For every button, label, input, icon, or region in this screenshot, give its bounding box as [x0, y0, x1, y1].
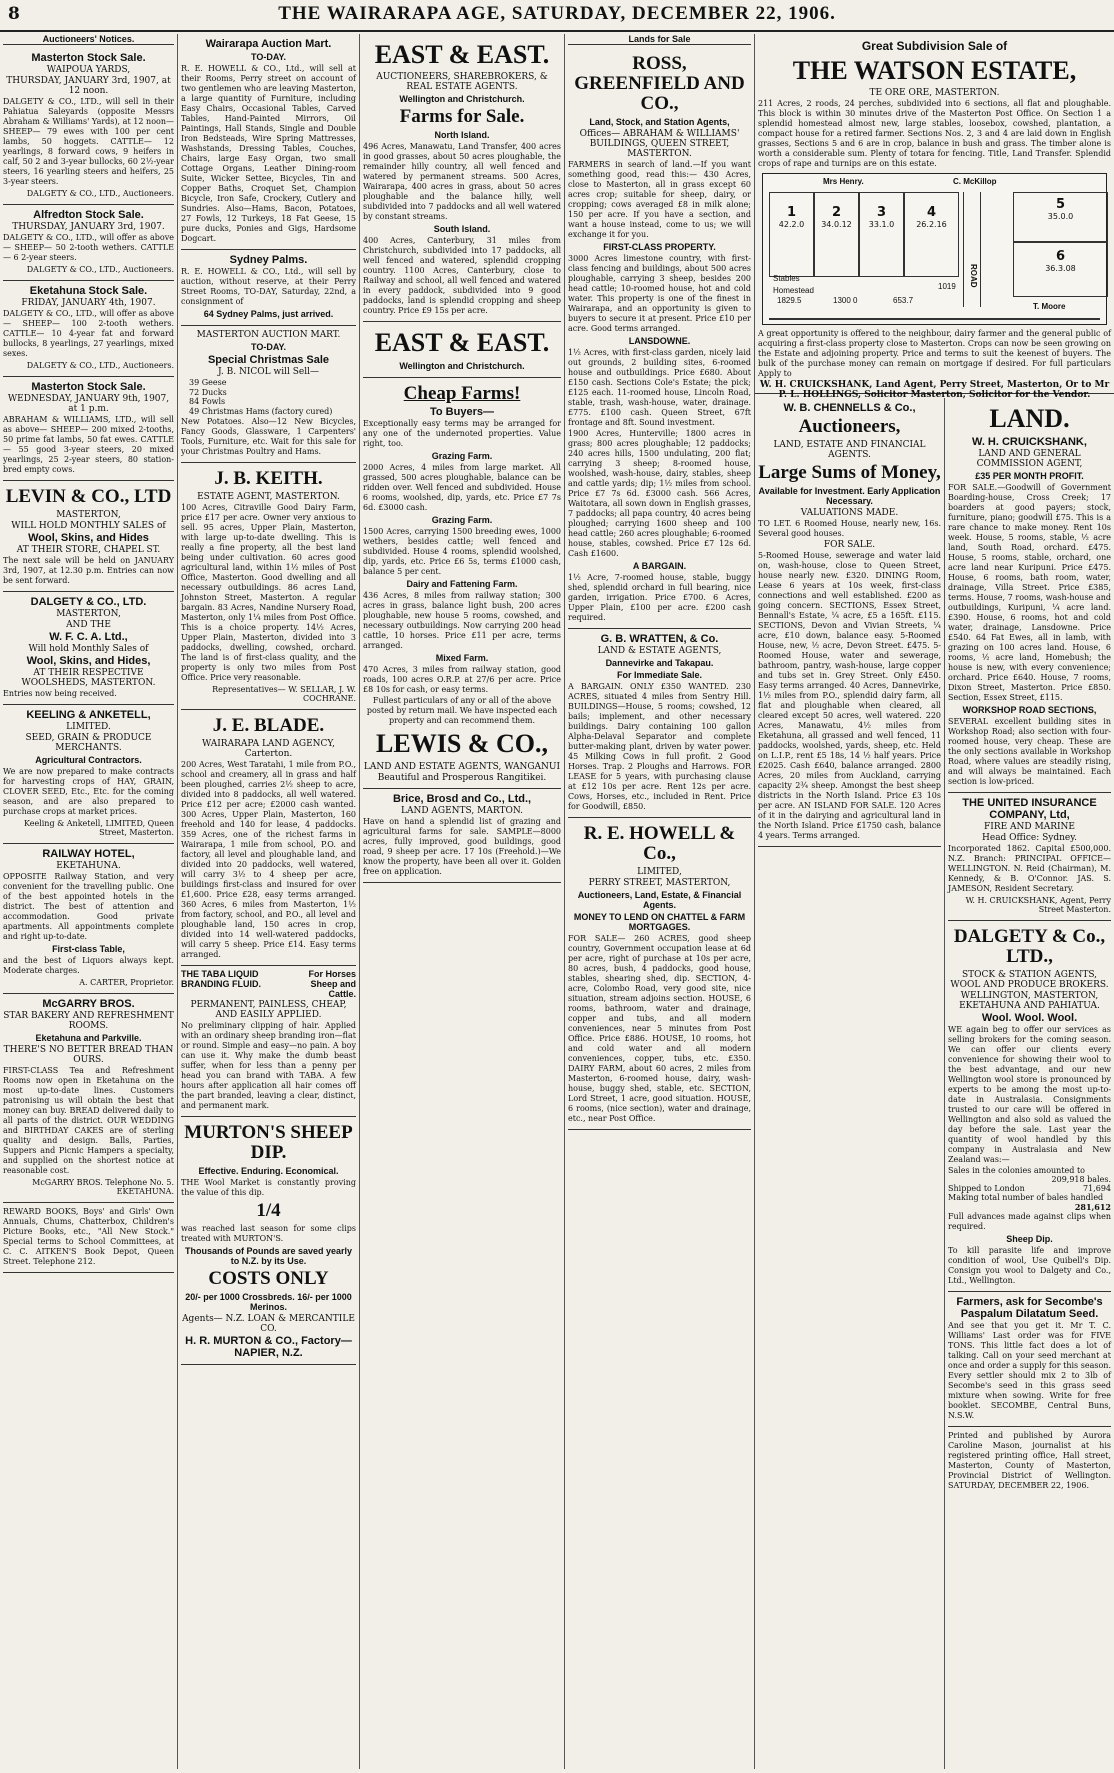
lot-number: 5: [1055, 197, 1066, 213]
ad-rates: 20/- per 1000 Crossbreds. 16/- per 1000 Merinos.: [185, 1292, 352, 1312]
ad-heading: Sheep Dip.: [1006, 1234, 1053, 1245]
ad-body: 436 Acres, 8 miles from railway station; 300 acres in grass, balance light bush, 200 acres ploughable, new house 5 rooms, cowshed, and necessary outbuildings. Now carrying 200 head cattle, 10 horses. Price £11 per acre, terms arranged.: [363, 591, 561, 651]
ad-body: FIRST-CLASS Tea and Refreshment Rooms now open in Eketahuna on the most up-to-date lines. Customers patronising us will obtain the best that money can buy. BREAD delivered daily to all parts of the district. OUR WEDDING and BIRTHDAY CAKES are of sterling quality and design. Balls, Parties, Suppers and Picnic Hampers a specialty, and supplied on the shortest notice at reasonable cost.: [3, 1065, 174, 1175]
ad-body: R. E. HOWELL & CO., Ltd., will sell by auction, without reserve, at their Perry Street Rooms, TO-DAY, Saturday, 22nd, a consignment of: [181, 267, 356, 306]
road-strip: [963, 192, 981, 307]
eketahuna-stock-sale-ad: [3, 281, 174, 377]
ad-body: Entries now being received.: [3, 688, 117, 698]
ad-heading: Thousands of Pounds are saved yearly to N.Z. by its Use.: [184, 1246, 353, 1267]
ad-place: WAIPOUA YARDS,: [46, 65, 131, 75]
ad-subtitle: FIRE AND MARINE: [984, 822, 1075, 833]
ad-title: EAST & EAST.: [374, 40, 550, 69]
ad-title: LEVIN & CO., LTD: [5, 486, 172, 507]
newspaper-title: THE WAIRARAPA AGE, SATURDAY, DECEMBER 22, 1906.: [278, 3, 836, 24]
ad-body: FARMERS in search of land.—If you want something good, read this:— 430 Acres, close to Masterton, all in grass except 60 acres crop; suitable for sheep, dairy, or cropping; cows averaged £8 in milk alone; 150 per acre. If you have a section, and want a house instead, come to us; we will exchange it for you.: [568, 159, 751, 239]
ad-body: A BARGAIN. ONLY £350 WANTED. 230 ACRES, situated 4 miles from Sentry Hill. BUILDINGS—House, 5 rooms; cowshed, 12 bails; implement, and other necessary buildings. Dairy containing 100 gallon Alpha-Delaval Separator and complete butter-making plant, driven by water power. 45 Milking Cows in full profit. 2 Good Horses. Trap. 2 Ploughs and Harrows. FOR LEASE for 5 years, with purchasing clause at £12 10s per acre. Rent 12s per acre. Cows, Horses, etc., included in Rent. Price for Goodwill, £850.: [568, 681, 751, 811]
ad-body: 2000 Acres, 4 miles from large market. All grassed, 500 acres ploughable, balance can be ridden over. Well fenced and subdivided. House 6 rooms, woolshed, dip, yards, etc. Price £7 7s 6d. £3000 cash.: [363, 463, 561, 513]
ad-signature: W. H. CRUICKSHANK, Agent, Perry Street Masterton.: [965, 896, 1111, 915]
masterton-stock-sale-ad: [3, 48, 174, 205]
ad-body: Exceptionally easy terms may be arranged for any one of the undernoted properties. Value right, too.: [363, 419, 561, 449]
ad-signature: Representatives— W. SELLAR, J. W. COCHRANE.: [212, 685, 356, 704]
ad-subtitle: STOCK & STATION AGENTS, WOOL AND PRODUCE BROKERS.: [950, 970, 1109, 991]
lot-area: 42.2.0: [778, 220, 805, 230]
ad-trade: LAND, ESTATE AND FINANCIAL AGENTS.: [773, 439, 926, 460]
ad-body: We are now prepared to make contracts for harvesting crops of HAY, GRAIN, CLOVER SEED, Etc., Etc. for the coming season, and are also prepared to purchase crops at market prices.: [3, 766, 174, 816]
ad-agents: Agents— N.Z. LOAN & MERCANTILE CO.: [182, 1314, 355, 1334]
ad-signature: McGARRY BROS. Telephone No. 5. EKETAHUNA.: [32, 1177, 174, 1196]
ad-subtitle: THERE'S NO BETTER BREAD THAN OURS.: [3, 1044, 174, 1065]
ad-signature-sub: LAND AND ESTATE AGENTS, WANGANUI: [363, 761, 561, 772]
ad-title: G. B. WRATTEN, & Co.: [600, 632, 719, 645]
ad-title: KEELING & ANKETELL,: [26, 708, 151, 721]
ad-place: WELLINGTON, MASTERTON, EKETAHUNA AND PAHIATUA.: [959, 991, 1100, 1012]
ad-trade: SEED, GRAIN & PRODUCE MERCHANTS.: [25, 732, 152, 753]
sydney-palms-ad: [181, 250, 356, 326]
cheap-farms-ad: [363, 378, 561, 789]
ad-title: J. E. BLADE.: [212, 715, 325, 737]
column-6: [945, 398, 1114, 1769]
ad-section: South Island.: [433, 224, 491, 235]
wool-stats-row: [948, 1166, 1111, 1185]
ad-title: ROSS, GREENFIELD AND CO.,: [574, 53, 745, 114]
howell-co-ad: [568, 818, 751, 1130]
ad-subtitle: AUCTIONEERS, SHAREBROKERS, & REAL ESTATE AGENTS.: [376, 72, 548, 93]
ad-section: Grazing Farm.: [431, 515, 493, 526]
lot-area: 34.0.12: [821, 220, 852, 230]
ad-signature: W. H. CRUICKSHANK, Land Agent, Perry Street, Masterton, Or to Mr P. L. HOLLINGS, Solicitor Masterton, Solicitor for the Vendor.: [759, 380, 1110, 401]
lot-number: 6: [1055, 249, 1066, 265]
dalgety-wfca-ad: [3, 592, 174, 705]
ad-heading: 64 Sydney Palms, just arrived.: [203, 309, 334, 319]
lot-area: 26.2.16: [916, 220, 947, 230]
ad-body: 1½ Acres, with first-class garden, nicely laid out grounds, 2 building sites, 6-roomed house and outbuildings. Price £680. About £150 cash. Sections Cole's Estate; the pick; £125 each. 11-roomed house, Lincoln Road, stable, trash, wash-house, water, drainage. £775. £100 cash. Queen Street, 67ft frontage and 8ft. Sound investment.: [568, 347, 751, 427]
ad-heading: Special Christmas Sale: [207, 354, 330, 366]
ad-place: Dannevirke and Takapau.: [605, 657, 714, 668]
ad-title: Cheap Farms!: [403, 382, 521, 404]
ad-place: Wellington and Christchurch.: [399, 360, 525, 371]
lot-area: 33.1.0: [868, 220, 895, 230]
ad-body: No preliminary clipping of hair. Applied with an ordinary sheep branding iron—flat or round. Simple and easy—no pain. A boy can use it. Why make the dumb beast suffer, when for less than a penny per head you can brand with TABA. A few hours after application all hair comes off the part branded, leaving a clear, distinct, and permanent mark.: [181, 1021, 356, 1111]
ross-greenfield-ad: [568, 48, 751, 629]
blade-land-agency-ad: [181, 710, 356, 966]
ad-title: Farmers, ask for Secombe's Paspalum Dilatatum Seed.: [956, 1296, 1103, 1321]
lot-area: 35.0.0: [1047, 212, 1074, 222]
ad-heading: Auctioneers, Land, Estate, & Financial Agents.: [577, 889, 742, 910]
keith-estate-agent-ad: [181, 463, 356, 710]
ad-subtitle: PERMANENT, PAINLESS, CHEAP, AND EASILY APPLIED.: [190, 1000, 347, 1021]
ad-footer: A great opportunity is offered to the neighbour, dairy farmer and the general public of acquiring a first-class property close to Masterton. Crops can now be seen growing on the Estate and adjoining property. Price and terms to suit the keenest of buyers. The bulk of the purchase money can remain on mortgage if desired. For full particulars Apply to: [758, 329, 1111, 379]
column-5: [755, 398, 945, 1769]
ad-body: 1500 Acres, carrying 1500 breeding ewes, 1000 wethers, besides cattle; well fenced and subdivided. House 4 rooms, splendid woolshed, dip, yards, etc. Price £6 5s, terms £1000 cash, balance 5 per cent.: [363, 527, 561, 577]
ad-title: MURTON'S SHEEP DIP.: [184, 1122, 353, 1164]
ad-body: New Potatoes. Also—12 New Bicycles, Fancy Goods, Glassware, 1 Carpenters' Tools, Furniture, etc. Wait for this sale for your Christmas Poultry and Hams.: [181, 417, 356, 457]
ad-body: To kill parasite life and improve condition of wool, Use Quibell's Dip. Consign you wool to Dalgety and Co., Ltd., Wellington.: [948, 1246, 1111, 1286]
taba-branding-fluid-ad: [181, 966, 356, 1117]
road-line: [769, 318, 1100, 320]
stat-label: Sales in the colonies amounted to: [948, 1166, 1085, 1176]
ad-heading: £35 PER MONTH PROFIT.: [975, 471, 1084, 482]
ad-title: Eketahuna Stock Sale.: [29, 285, 148, 297]
ad-note: Fullest particulars of any or all of the above posted by return mail. We have inspected each property and can recommend them.: [366, 696, 558, 726]
lot-5: [1013, 192, 1108, 242]
ad-body: The next sale will be held on JANUARY 3rd, 1907, at 12.30 p.m. Entries can now be sent forward.: [3, 555, 174, 585]
ad-cost: COSTS ONLY: [208, 1268, 329, 1290]
ad-subtitle: TO-DAY.: [250, 52, 286, 62]
stat-label: Shipped to London: [948, 1184, 1025, 1194]
ad-body: R. E. HOWELL & CO., Ltd., will sell at their Rooms, Perry street on account of two gentlemen who are leaving Masterton, a large quantity of Furniture, including Easy Chairs, Occasional Tables, Carved Tables, Hand-Painted Mirrors, Oil Paintings, Hall Stands, Single and Double Iron Bedsteads, Wire Spring Mattresses, Washstands, Dressing Tables, Couches, Chairs, large Easy Organ, two small Cottage Organs, Leather Dining-room Suite, Wicker Settee, Bicycles, Tin and Copper Baths, Croquet Set, Champion Bicycle, Iron Safe, Crockery, Cutlery and Sundries. Also—Hams, Bacon, Potatoes, 27 Fowls, 12 Turkeys, 18 Fat Geese, 15 pure ducks, Ponies and Gigs, Hardsome Dogcart.: [181, 64, 356, 243]
ad-body: DALGETY & CO., LTD., will offer as above— SHEEP— 50 2-tooth wethers. CATTLE— 6 2-year steers.: [3, 233, 174, 262]
column-3: [360, 34, 565, 1769]
ad-heading: Agricultural Contractors.: [35, 754, 142, 765]
ad-body: TO LET. 6 Roomed House, nearly new, 16s. Several good houses.: [758, 518, 941, 538]
lot-6: [1013, 242, 1108, 297]
ad-title: RAILWAY HOTEL,: [42, 847, 135, 860]
stat-value: 71,694: [1083, 1184, 1111, 1194]
ad-header-row: [181, 969, 356, 999]
ad-heading: LANSDOWNE.: [628, 335, 691, 346]
ad-valuations: VALUATIONS MADE.: [800, 507, 899, 518]
ad-subtitle: LAND & ESTATE AGENTS,: [597, 645, 722, 656]
plan-measure: 1300 0: [833, 296, 858, 306]
ad-subtitle: ESTATE AGENT, MASTERTON.: [197, 492, 340, 503]
ad-signature: Keeling & Anketell, LIMITED, Queen Street, Masterton.: [23, 818, 174, 837]
ad-body: WE again beg to offer our services as selling brokers for the coming season. We can offer our clients every convenience for showing their wool to the best advantage, and our new Wellington wool store is pronounced by experts to be among the most up-to-date in Australasia. Consignments trusted to our care will be offered in Wellington and also sold as valued the day before the sale. Last year the quantity of wool handled by this company in Australasia and New Zealand was:—: [948, 1025, 1111, 1165]
masterton-stock-sale-2-ad: [3, 377, 174, 481]
ad-body: ABRAHAM & WILLIAMS, LTD., will sell as above— SHEEP— 200 mixed 2-tooths, 50 prime fat lambs, 50 fat ewes. CATTLE— 55 good 3-year steers, 20 mixed yearlings, 25 2-year steers, 80 station-bred empty cows.: [3, 415, 174, 474]
ad-subtitle: WAIRARAPA LAND AGENCY, Carterton.: [201, 739, 336, 760]
ad-title: R. E. HOWELL & Co.,: [583, 822, 736, 864]
ad-body-2: and the best of Liquors always kept. Moderate charges.: [3, 955, 174, 975]
ad-title: EAST & EAST.: [374, 328, 550, 358]
ad-section: North Island.: [434, 130, 490, 141]
ad-subheading: Available for Investment. Early Application Necessary.: [758, 485, 941, 506]
ad-subtitle: TO-DAY.: [250, 342, 286, 352]
ad-subtitle: LIMITED,: [637, 866, 682, 877]
ad-body: 470 Acres, 3 miles from railway station, good roads, 100 acres O.R.P. at 27/6 per acre. Price £8 10s for cash, or easy terms.: [363, 665, 561, 695]
ad-title: Sydney Palms.: [229, 254, 308, 266]
ad-body: 211 Acres, 2 roods, 24 perches, subdivided into 6 sections, all flat and ploughable. This block is within 30 minutes drive of the Masterton Post Office. On Section 1 a splendid homestead almost new, large stables, loosebox, cowshed, plantation, a compact house for a retired farmer. Sections Nos. 2, 3 and 4 are laid down in English grasses, Sections 5 and 6 are in crop, balance in bush and grass. The timber alone is worth a considerable sum. Plenty of totara for fencing. Title, Land Transfer. Splendid crops of rape and turnips are on this estate.: [758, 99, 1111, 169]
ad-for-sale: FOR SALE.: [823, 539, 876, 550]
ad-heading: Head Office: Sydney.: [982, 833, 1077, 844]
ad-place: EKETAHUNA.: [56, 860, 121, 871]
ad-section: Dairy and Fattening Farm.: [406, 579, 518, 590]
ad-body: 100 Acres, Citraville Good Dairy Farm, price £17 per acre. Owner very anxious to sell. 95 acres, Upper Plain, Masterton, with large up-to-date dwelling. This is really a fine property, all the best land being under cultivation. 60 acres good agricultural land, within 1½ miles of Post Office, Masterton. Good dwelling and all necessary outbuildings. 86 acres Land, Johnston Street, Masterton. A regular bargain. 83 Acres, Nandine Nursery Road, Masterton, only 1¼ miles from Post Office. This is a choice property. 14½ Acres, Upper Plain, Masterton, divided into 3 paddocks, dwelling, cowshed, orchard. The land is of first-class quality, and the property is only two miles from Post Office. Price very reasonable.: [181, 503, 356, 683]
ad-price: 1/4: [256, 1200, 281, 1222]
ad-title-right: For Horses Sheep and Cattle.: [308, 969, 356, 1000]
stat-value: 281,612: [1074, 1202, 1111, 1213]
ad-title: THE UNITED INSURANCE COMPANY, Ltd,: [962, 797, 1097, 822]
ad-body: REWARD BOOKS, Boys' and Girls' Own Annuals, Chums, Chatterbox, Children's Picture Books, etc., "All New Stock." Special terms to School Committees, at C. C. AITKEN'S Book Depot, Queen Street. Telephone 212.: [3, 1206, 174, 1266]
owner-label: C. McKillop: [953, 177, 997, 187]
ad-body: 400 Acres, Canterbury, 31 miles from Christchurch, subdivided into 17 paddocks, all well fenced and watered, splendid cropping country. 1100 Acres, Canterbury, close to Railway and school, all well fenced and watered in every paddock, subdivided into 9 good paddocks, land is splendid cropping and sheep country. Price £9 15s per acre.: [363, 236, 561, 316]
ad-body: And see that you get it. Mr T. C. Williams' Last order was for FIVE TONS. This little fact does a lot of talking. Call on your seed merchant at once and order a supply for this season. Every settler should mix 2 to 3lb of Secombe's seed in this grass seed mixture when sowing. Write for free booklet. SECOMBE, Central Buns, N.S.W.: [948, 1321, 1111, 1421]
wool-stats-row: [948, 1193, 1111, 1213]
ad-signature: A. CARTER, Proprietor.: [79, 977, 174, 987]
ad-signature: H. R. MURTON & CO., Factory—NAPIER, N.Z.: [185, 1335, 352, 1359]
masthead: [0, 0, 1114, 32]
ad-heading: First-class Table,: [52, 943, 125, 954]
ad-body: THE Wool Market is constantly proving the value of this dip.: [181, 1178, 356, 1198]
ad-goods: Wool, Skins, and Hides: [28, 531, 149, 544]
chennells-co-ad: [758, 398, 941, 847]
murtons-sheep-dip-ad: [181, 1117, 356, 1365]
ad-loan: MONEY TO LEND ON CHATTEL & FARM MORTGAGES.: [573, 911, 746, 932]
ad-body: 3000 Acres limestone country, with first-class fencing and buildings, about 500 acres ploughable, carrying 3 sheep, besides 200 head cattle; 10-roomed house, hot and cold water. This property is one of the finest in Wairarapa, and an opportunity is given to buyers to secure it at present. Price £10 per acre. Good terms arranged.: [568, 253, 751, 333]
page-number: 8: [8, 4, 20, 24]
ad-trade: STAR BAKERY AND REFRESHMENT ROOMS.: [3, 1010, 174, 1031]
ad-body-2: was reached last season for some clips treated with MURTON'S.: [181, 1224, 356, 1244]
ad-heading: Eketahuna and Parkville.: [35, 1032, 142, 1043]
ad-body: Incorporated 1862. Capital £500,000. N.Z. Branch: PRINCIPAL OFFICE—WELLINGTON. N. Reid (Chairman), M. Kennedy, & B. O'Connor. JAS. S. JAMESON, Resident Secretary.: [948, 844, 1111, 894]
lot-number: 3: [876, 205, 887, 221]
east-and-east-ad: [363, 34, 561, 322]
column-header: Lands for Sale: [568, 34, 751, 45]
ad-date: FRIDAY, JANUARY 4th, 1907.: [21, 298, 156, 308]
sale-item: 49 Christmas Hams (factory cured): [189, 406, 333, 416]
ad-section: Grazing Farm.: [431, 451, 493, 462]
plan-measure: 1829.5: [777, 296, 802, 306]
ad-signature: DALGETY & CO., LTD., Auctioneers.: [26, 361, 174, 370]
east-and-east-footer-ad: [363, 322, 561, 377]
masterton-auction-mart-ad: [181, 326, 356, 463]
ad-heading: To Buyers—: [430, 406, 494, 419]
column-4: [565, 34, 755, 1769]
columns-5-6-top: [755, 34, 1114, 401]
wairarapa-auction-mart-ad: [181, 34, 356, 250]
railway-hotel-ad: [3, 844, 174, 994]
ad-body: FOR SALE.—Goodwill of Government Boarding-house, Cross Creek; 17 boarders at good payers; stock, furniture, piano; goodwill £75. This is a rare chance to make money. Rent 10s week. House, 5 rooms, stable, ½ acre land, South Road, orchard. £475. House, 5 rooms, stable, orchard, one acre land near Kuripuni. Price £475. House, 6 rooms, bath room, water, drainage, Villa Street. Price £385, terms. House, 7 rooms, wash-house and outbuildings, Kuripuni, ¼ acre land. £390. House, 6 rooms, hot and cold water, drainage, Lansdowne. Price £540. 64 Fat Ewes, all in lamb, with grazing on 100 acres land. House, 6 rooms, ½ acre land, Homebush; the house is new, with every convenience; orchard. Price £640. House, 7 rooms, Dixon Street, Masterton. Price £850. Section, Essex Street, £115.: [948, 483, 1111, 703]
ad-signature: DALGETY & CO., LTD., Auctioneers.: [26, 189, 174, 198]
ad-title: DALGETY & Co., LTD.,: [953, 926, 1106, 968]
ad-heading: Great Subdivision Sale of: [861, 39, 1008, 53]
ad-subtitle: LIMITED.: [66, 721, 111, 732]
ad-title: Wairarapa Auction Mart.: [205, 38, 332, 50]
lot-number: 2: [831, 205, 842, 221]
ad-heading: For Immediate Sale.: [616, 669, 703, 680]
column-header: Auctioneers' Notices.: [3, 34, 174, 45]
ad-lead: Will hold Monthly Sales of: [28, 643, 149, 654]
lot-2: [814, 192, 859, 277]
wool-stats-row: [948, 1184, 1111, 1193]
ad-title: MASTERTON AUCTION MART.: [196, 330, 341, 340]
ad-title: DALGETY & CO., LTD.: [30, 595, 147, 608]
ad-body: 5-Roomed House, sewerage and water laid on, wash-house, close to Queen Street, house nearly new. £320. DINING Room, Lease 6 years at 10s week, first-class connections and well established. £200 as going concern. SECTIONS, Essex Street, Bennall's Estate, ¼ acre, £5 a 165ft. £115. SECTIONS, Devon and Vivian Streets, ¼ acre, £10 down, balance easy. 5-Roomed House, new, ½ acre, Devon Street. £475. 5-Roomed House, water and sewerage, bathroom, pantry, wash-house, large copper and tubs set in. Grey Street. Only £450. Easy terms arranged. 40 Acres, Dannevirke, 1½ miles from P.O., splendid dairy farm, all flat and ploughable when cleared, all cleared except 50 acres, well watered. 220 Acres, Manawatu, 4½ miles from Eketahuna, all grassed and well fenced, 11 paddocks, woolshed, yards, sheep, etc. Held on L.I.P., rent £5 18s, 14 ½ half years. Price £2025. Cash £640, balance arranged. 2800 Acres, 20 miles from Auckland, carrying capacity 2¾ sheep. Amongst the best sheep districts in the North Island. Price £3 10s per acre. AN ISLAND FOR SALE. 120 Acres of it in the dairying and agricultural land in the North Island. Price £1750 cash, balance 4 years. Terms arranged.: [758, 550, 941, 840]
ad-date: THURSDAY, JANUARY 3rd, 1907, at 12 noon.: [6, 76, 171, 96]
ad-heading: WORKSHOP ROAD SECTIONS,: [962, 705, 1097, 716]
ad-body: Have on hand a splendid list of grazing and agricultural farms for sale. SAMPLE—8000 acres, fully improved, good buildings, good road, 9 sheep per acre. 17 10s (Freehold.)—We know the property, have been all over it. Golden free on application.: [363, 816, 561, 876]
wratten-co-ad: [568, 629, 751, 818]
ad-title: THE TABA LIQUID BRANDING FLUID.: [181, 969, 261, 990]
plan-measure: 1019: [938, 282, 956, 292]
lot-4: [904, 192, 959, 277]
ad-body: SEVERAL excellent building sites in Workshop Road; also section with four-roomed house, very cheap. These are the only sections available in Workshop Road, where values are steadily rising, and will always be maintained. Each section is low-priced.: [948, 717, 1111, 787]
column-2: [178, 34, 360, 1769]
lot-3: [859, 192, 904, 277]
ad-body: 1½ Acre, 7-roomed house, stable, buggy shed, splendid orchard in full bearing, nice garden, irrigation. Price £700. 6 Acres, Upper Plain, £100 per acre. £200 cash required.: [568, 572, 751, 622]
ad-venue: AT THEIR RESPECTIVE WOOLSHEDS, MASTERTON.: [21, 667, 156, 688]
ad-lead: WILL HOLD MONTHLY SALES of: [11, 520, 166, 531]
watson-estate-ad: [758, 34, 1111, 405]
ad-subtitle: LAND AND GENERAL COMMISSION AGENT,: [976, 449, 1083, 470]
ad-body: DALGETY & CO., LTD., will sell in their Pahiatua Saleyards (opposite Messrs Abraham & Williams' Yards), at 12 noon— SHEEP— 79 ewes with 100 per cent lambs, 50 hoggets. CATTLE— 12 yearlings, 8 forward cows, 9 heifers in calf, 50 2 and 3-year bullocks, 60 2½-year steers, 16 yearling steers and heifers, 25 3-year steers.: [3, 97, 174, 186]
printer-imprint: [948, 1427, 1111, 1496]
ad-title: Masterton Stock Sale.: [31, 381, 146, 393]
ad-body: FOR SALE— 260 ACRES, good sheep country, Government occupation lease at 6d per acre, right of purchase at 10s per acre, 80 acres, bush, 4 paddocks, good house, stables, shearing shed, dip. SECTION, 4-acre, Colombo Road, very good site, nice situation, stream adjoins section. HOUSE, 6 rooms, bathroom, water and drainage, copper and tubs, and all modern conveniences, near 5 minutes from Post Office. Price £886. HOUSE, 10 rooms, hot and cold water and all modern conveniences, copper, tubs, etc. £350. DAIRY FARM, about 60 acres, 2 miles from Masterton, 6-roomed house, dairy, wash-house, buggy shed, stable, etc. SECTION, Lord Street, 1 acre, good situation. HOUSE, 6 rooms, (nice section), water and drainage, etc., near Post Office.: [568, 933, 751, 1123]
alfredton-stock-sale-ad: [3, 205, 174, 281]
cruickshank-land-ad: [948, 398, 1111, 793]
reward-books-ad: [3, 1203, 174, 1273]
ad-heading: Large Sums of Money,: [758, 461, 941, 483]
lot-1: [769, 192, 814, 277]
ad-place: MASTERTON,: [56, 608, 121, 619]
stat-value: 209,918 bales.: [1051, 1175, 1111, 1185]
ad-title: W. B. CHENNELLS & Co.,: [783, 402, 916, 414]
plan-label: Stables: [773, 274, 800, 284]
ad-body: 496 Acres, Manawatu, Land Transfer, 400 acres in good grasses, about 50 acres ploughable, the remainder hilly country, all well fenced and watered by permanent streams. 500 Acres, Wairarapa, 400 acres in grass, about 50 acres ploughable and the balance hilly, well subdivided into 7 paddocks and all well watered by constant streams.: [363, 142, 561, 222]
ad-title: Masterton Stock Sale.: [31, 52, 146, 64]
plan-measure: 653.7: [893, 296, 914, 306]
ad-body: DALGETY & CO., LTD., will offer as above— SHEEP— 100 2-tooth wethers. CATTLE— 10 4-year fat and forward bullocks, 8 yearlings, 27 yearlings, mixed sexes.: [3, 309, 174, 358]
ad-place: MASTERTON,: [56, 509, 121, 520]
column-1: [0, 34, 178, 1769]
ad-subtitle: Effective. Enduring. Economical.: [198, 1166, 339, 1177]
plan-label: Homestead: [773, 286, 814, 296]
levin-co-ad: [3, 481, 174, 592]
mcgarry-bros-ad: [3, 994, 174, 1203]
ad-goods: Wool, Skins, and Hides,: [26, 654, 151, 667]
ad-body: OPPOSITE Railway Station, and very convenient for the travelling public. One of the best appointed hotels in the district. The best of attention and accommodation. Good private apartments. All appointments complete and right up-to-date.: [3, 871, 174, 941]
ad-section: Mixed Farm.: [435, 653, 489, 664]
ad-date: THURSDAY, JANUARY 3rd, 1907.: [12, 222, 165, 232]
ad-body: Full advances made against clips when required.: [948, 1212, 1111, 1232]
brice-brosd-ad: [363, 789, 561, 883]
ad-company: W. F. C. A. Ltd.,: [49, 630, 128, 643]
ad-title: THE WATSON ESTATE,: [792, 56, 1077, 85]
ad-signature: DALGETY & CO., LTD., Auctioneers.: [26, 265, 174, 274]
ad-place: PERRY STREET, MASTERTON,: [588, 877, 731, 888]
ad-title: Alfredton Stock Sale.: [33, 209, 144, 221]
ad-heading: FIRST-CLASS PROPERTY.: [603, 241, 716, 252]
ad-subtitle: Auctioneers,: [798, 416, 901, 437]
ad-place: TE ORE ORE, MASTERTON.: [869, 88, 1000, 99]
ad-heading: A BARGAIN.: [632, 560, 687, 571]
secombe-paspalum-ad: [948, 1292, 1111, 1427]
imprint-text: Printed and published by Aurora Caroline Mason, journalist at his registered printing office, Hall street, Masterton, County of Masterton, Provincial District of Wellington. SATURDAY, DECEMBER 22, 1906.: [948, 1431, 1111, 1491]
ad-subtitle: Land, Stock, and Station Agents,: [589, 116, 730, 127]
ad-and: AND THE: [66, 619, 111, 630]
ad-signature-title: LEWIS & CO.,: [376, 729, 548, 759]
owner-label: Mrs Henry.: [823, 177, 864, 187]
sale-item: 39 Geese: [189, 378, 227, 387]
lot-area: 36.3.08: [1045, 264, 1076, 274]
lot-number: 4: [926, 205, 937, 221]
ad-date: WEDNESDAY, JANUARY 9th, 1907, at 1 p.m.: [7, 394, 170, 414]
sale-item: 72 Ducks: [189, 387, 227, 397]
ad-title: McGARRY BROS.: [42, 997, 135, 1010]
ad-title: Brice, Brosd and Co., Ltd.,: [392, 792, 532, 805]
united-insurance-ad: [948, 793, 1111, 921]
ad-name: W. H. CRUICKSHANK,: [972, 436, 1087, 449]
ad-lead: J. B. NICOL will Sell—: [218, 367, 319, 377]
dalgety-wool-ad: [948, 921, 1111, 1292]
ad-title: LAND.: [989, 404, 1070, 433]
ad-body: 1900 Acres, Hunterville; 1800 acres in grass; 800 acres ploughable; 12 paddocks; 240 acres hills, 1500 undulating, 200 flat; carrying 3 sheep; 8-roomed house, woolshed, wash-house, dairy, stables, sheep and cattle yards; dip; 1½ miles from school. Price £7 7s 6d. £3000 cash. 566 Acres, Waitotara, all sown down in English grasses, 7 paddocks; all papa country, 40 acres being ploughed; carrying 1600 sheep and 100 head cattle; 260 acres ploughable; 6-roomed house, stables, cowshed. Price £7 12s 6d. Cash £1600.: [568, 428, 751, 558]
lot-number: 1: [786, 205, 797, 221]
ad-heading: Farms for Sale.: [399, 106, 525, 128]
ad-place: Wellington and Christchurch.: [399, 94, 525, 105]
ad-venue: AT THEIR STORE, CHAPEL ST.: [16, 544, 161, 555]
estate-plan-map: [762, 173, 1107, 325]
stat-label: Making total number of bales handled: [948, 1193, 1104, 1203]
ad-signature-tag: Beautiful and Prosperous Rangitikei.: [377, 772, 547, 783]
ad-heading: Wool. Wool. Wool.: [981, 1012, 1078, 1025]
keeling-anketell-ad: [3, 705, 174, 844]
ad-subtitle: LAND AGENTS, MARTON.: [400, 805, 523, 816]
road-label: ROAD: [969, 264, 978, 288]
ad-offices: Offices— ABRAHAM & WILLIAMS' BUILDINGS, QUEEN STREET, MASTERTON.: [579, 128, 740, 159]
ad-body: 200 Acres, West Taratahi, 1 mile from P.O., school and creamery, all in grass and half been ploughed, carries 2½ sheep to acre, divided into 8 paddocks, all well watered. Price £12 per acre; £2000 cash wanted. 300 Acres, Upper Plain, Masterton, 160 freehold and 140 for lease, 4 paddocks. 359 Acres, one of the richest farms in Wairarapa, 1 mile from school, P.O. and factory, all level and ploughable land, and divided into 20 paddocks, well watered, will carry 3½ to 4 sheep per acre, buildings first-class and insured for over £1,600. Price £28, easy terms arranged. 360 Acres, 6 miles from Masterton, 1½ from factory, school, and P.O., all level and ploughable land, 150 acres in crop, divided into 14 well-watered paddocks, will carry 5 sheep. Price £14. Easy terms arranged.: [181, 760, 356, 960]
sale-item: 84 Fowls: [189, 397, 226, 407]
owner-label: T. Moore: [1033, 302, 1066, 312]
ad-title: J. B. KEITH.: [214, 468, 323, 490]
